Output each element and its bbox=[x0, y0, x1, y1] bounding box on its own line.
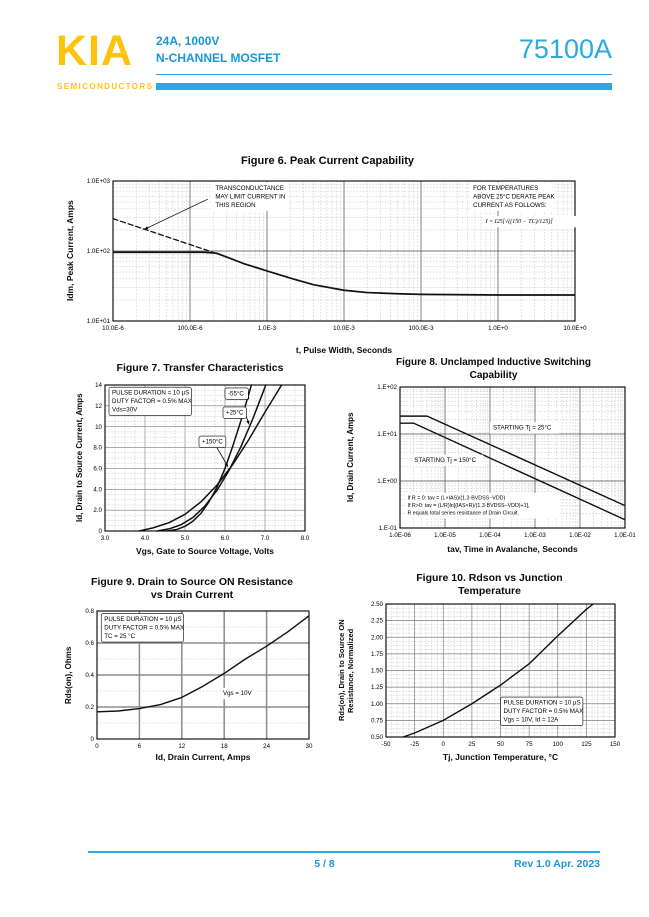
figure-6-title: Figure 6. Peak Current Capability bbox=[241, 155, 414, 167]
chart-canvas bbox=[350, 600, 635, 760]
svg-text:6: 6 bbox=[137, 743, 142, 750]
figure-6-y-axis-label: Idm, Peak Current, Amps bbox=[65, 200, 75, 302]
svg-text:1.0E-03: 1.0E-03 bbox=[524, 532, 546, 539]
chart-canvas bbox=[362, 382, 635, 560]
svg-text:FOR TEMPERATURES: FOR TEMPERATURES bbox=[473, 184, 539, 192]
svg-text:10.0E-3: 10.0E-3 bbox=[333, 325, 355, 332]
figure-10-x-axis-label: Tj, Junction Temperature, °C bbox=[442, 752, 559, 762]
svg-text:50: 50 bbox=[497, 741, 504, 748]
svg-text:24: 24 bbox=[263, 743, 271, 750]
svg-text:100.0E-3: 100.0E-3 bbox=[408, 325, 434, 332]
footer-rule bbox=[88, 851, 600, 853]
svg-text:PULSE DURATION = 10 µS: PULSE DURATION = 10 µS bbox=[503, 699, 581, 707]
svg-text:Vgs = 10V, Id = 12A: Vgs = 10V, Id = 12A bbox=[503, 716, 559, 724]
svg-text:14: 14 bbox=[95, 382, 102, 390]
svg-text:1.25: 1.25 bbox=[370, 684, 383, 692]
svg-text:4.0: 4.0 bbox=[140, 535, 150, 542]
header-rule-thin bbox=[156, 74, 612, 75]
figure-7 bbox=[75, 362, 325, 556]
svg-text:1.0E+0: 1.0E+0 bbox=[488, 325, 508, 332]
figure-7-title: Figure 7. Transfer Characteristics bbox=[116, 362, 284, 374]
svg-text:MAY LIMIT CURRENT IN: MAY LIMIT CURRENT IN bbox=[215, 193, 286, 201]
svg-text:TRANSCONDUCTANCE: TRANSCONDUCTANCE bbox=[215, 184, 284, 192]
figure-10-chart bbox=[350, 600, 635, 765]
svg-text:125: 125 bbox=[581, 741, 592, 748]
svg-text:Vgs = 10V: Vgs = 10V bbox=[222, 690, 252, 698]
svg-text:If R>0: tav = (L/R)ln[(IAS×R)/: If R>0: tav = (L/R)ln[(IAS×R)/(1.3·BVDSS−VDD)+1], bbox=[407, 502, 530, 509]
svg-text:1.0E-3: 1.0E-3 bbox=[257, 325, 277, 332]
svg-text:1.00: 1.00 bbox=[370, 700, 383, 708]
svg-text:STARTING Tj = 150°C: STARTING Tj = 150°C bbox=[414, 457, 477, 465]
svg-text:0: 0 bbox=[98, 528, 102, 536]
svg-text:100.0E-6: 100.0E-6 bbox=[177, 325, 203, 332]
page-indicator: 5 / 8 bbox=[314, 858, 335, 870]
svg-text:1.0E+03: 1.0E+03 bbox=[86, 178, 110, 186]
svg-text:-50: -50 bbox=[381, 741, 391, 748]
svg-text:1.E-01: 1.E-01 bbox=[378, 525, 397, 533]
svg-text:PULSE DURATION = 10 µS: PULSE DURATION = 10 µS bbox=[104, 615, 182, 623]
svg-text:3.0: 3.0 bbox=[100, 535, 110, 542]
svg-text:0.6: 0.6 bbox=[85, 640, 94, 648]
figure-7-y-axis-label: Id, Drain to Source Current, Amps bbox=[75, 393, 84, 523]
svg-text:12: 12 bbox=[178, 743, 186, 750]
svg-text:0.4: 0.4 bbox=[85, 672, 94, 680]
svg-text:+150°C: +150°C bbox=[202, 438, 223, 446]
figure-8 bbox=[346, 356, 635, 554]
figure-9-y-axis-label: Rds(on), Ohms bbox=[64, 646, 73, 704]
figure-7-x-axis-label: Vgs, Gate to Source Voltage, Volts bbox=[135, 546, 275, 556]
svg-text:0.8: 0.8 bbox=[85, 608, 94, 616]
svg-text:6.0: 6.0 bbox=[93, 465, 102, 473]
kia-logo: KIA bbox=[56, 27, 134, 75]
svg-text:R equals total series resistan: R equals total series resistance of Drain Circuit. bbox=[407, 510, 520, 517]
svg-text:CURRENT AS FOLLOWS:: CURRENT AS FOLLOWS: bbox=[473, 201, 547, 209]
svg-text:THIS REGION: THIS REGION bbox=[215, 201, 256, 209]
svg-text:150: 150 bbox=[609, 741, 621, 748]
figure-8-chart bbox=[362, 382, 635, 565]
svg-text:DUTY FACTOR = 0.5% MAX: DUTY FACTOR = 0.5% MAX bbox=[503, 708, 584, 715]
svg-text:-25: -25 bbox=[410, 741, 420, 748]
figure-9-x-axis-label: Id, Drain Current, Amps bbox=[155, 752, 251, 762]
svg-text:30: 30 bbox=[305, 743, 313, 750]
header-rule-thick bbox=[156, 83, 612, 90]
svg-text:2.0: 2.0 bbox=[93, 507, 102, 515]
svg-text:1.50: 1.50 bbox=[370, 667, 383, 675]
svg-text:PULSE DURATION = 10 µS: PULSE DURATION = 10 µS bbox=[112, 389, 190, 397]
svg-text:1.0E-06: 1.0E-06 bbox=[389, 532, 411, 539]
svg-text:1.0E-04: 1.0E-04 bbox=[479, 532, 501, 539]
svg-text:Vds=30V: Vds=30V bbox=[112, 406, 138, 414]
svg-text:18: 18 bbox=[220, 743, 228, 750]
figure-9-title: Figure 9. Drain to Source ON Resistance vs Drain Current bbox=[91, 576, 293, 601]
svg-text:1.0E+02: 1.0E+02 bbox=[86, 248, 110, 256]
svg-text:DUTY FACTOR = 0.5% MAX: DUTY FACTOR = 0.5% MAX bbox=[112, 398, 192, 406]
chart-canvas bbox=[70, 606, 320, 764]
svg-text:1.0E-01: 1.0E-01 bbox=[614, 532, 635, 539]
figure-10-title: Figure 10. Rdson vs Junction Temperature bbox=[416, 572, 563, 597]
svg-text:12: 12 bbox=[95, 402, 102, 410]
svg-text:0: 0 bbox=[90, 736, 94, 744]
figure-8-y-axis-label: Id, Drain Current, Amps bbox=[346, 412, 355, 503]
product-type-line: N-CHANNEL MOSFET bbox=[156, 51, 281, 65]
figure-9-chart bbox=[70, 606, 320, 769]
svg-text:4.0: 4.0 bbox=[93, 486, 102, 494]
svg-text:7.0: 7.0 bbox=[260, 535, 270, 542]
svg-text:5.0: 5.0 bbox=[180, 535, 190, 542]
kia-logo-subtext: SEMICONDUCTORS bbox=[57, 82, 154, 91]
svg-text:10: 10 bbox=[95, 423, 102, 431]
svg-text:TC = 25 °C: TC = 25 °C bbox=[104, 632, 136, 640]
figure-9 bbox=[62, 576, 322, 762]
svg-text:25: 25 bbox=[468, 741, 476, 748]
svg-text:2.50: 2.50 bbox=[370, 601, 383, 609]
figure-10 bbox=[337, 572, 637, 762]
figure-6 bbox=[40, 155, 615, 355]
revision-text: Rev 1.0 Apr. 2023 bbox=[514, 858, 600, 870]
svg-text:100: 100 bbox=[552, 741, 563, 748]
svg-text:0: 0 bbox=[95, 743, 99, 750]
svg-text:10.0E-6: 10.0E-6 bbox=[102, 325, 124, 332]
svg-text:1.75: 1.75 bbox=[370, 650, 383, 658]
svg-text:0.50: 0.50 bbox=[370, 734, 383, 742]
figure-7-chart bbox=[89, 378, 325, 565]
svg-text:If R = 0: tav = (L×IAS)/(1.3·B: If R = 0: tav = (L×IAS)/(1.3·BVDSS−VDD) bbox=[407, 495, 506, 502]
svg-text:1.E+00: 1.E+00 bbox=[377, 478, 397, 486]
svg-text:+25°C: +25°C bbox=[226, 409, 244, 417]
svg-text:I = I25[√((150 − TC)/125)]: I = I25[√((150 − TC)/125)] bbox=[485, 219, 553, 226]
svg-text:2.25: 2.25 bbox=[370, 617, 383, 625]
figure-6-chart bbox=[40, 173, 595, 363]
chart-canvas bbox=[40, 173, 595, 358]
svg-text:2.00: 2.00 bbox=[370, 634, 383, 642]
svg-text:1.0E-02: 1.0E-02 bbox=[569, 532, 591, 539]
part-number: 75100A bbox=[518, 34, 612, 64]
svg-text:8.0: 8.0 bbox=[93, 444, 102, 452]
figure-10-y-axis-label: Rds(on), Drain to Source ON Resistance, Normalized bbox=[337, 619, 355, 722]
product-rating-line: 24A, 1000V bbox=[156, 34, 220, 48]
svg-text:75: 75 bbox=[525, 741, 533, 748]
svg-text:0: 0 bbox=[441, 741, 445, 748]
figure-8-title: Figure 8. Unclamped Inductive Switching Capability bbox=[395, 357, 592, 381]
svg-text:0.75: 0.75 bbox=[370, 717, 383, 725]
svg-text:0.2: 0.2 bbox=[85, 704, 94, 712]
svg-text:-55°C: -55°C bbox=[228, 390, 244, 398]
svg-text:6.0: 6.0 bbox=[220, 535, 230, 542]
svg-text:DUTY FACTOR = 0.5% MAX: DUTY FACTOR = 0.5% MAX bbox=[104, 624, 184, 632]
svg-text:1.E+01: 1.E+01 bbox=[377, 431, 397, 439]
figure-8-x-axis-label: tav, Time in Avalanche, Seconds bbox=[447, 544, 578, 554]
svg-text:8.0: 8.0 bbox=[300, 535, 310, 542]
svg-text:1.0E-05: 1.0E-05 bbox=[434, 532, 456, 539]
svg-text:1.E+02: 1.E+02 bbox=[377, 384, 397, 392]
svg-text:10.0E+0: 10.0E+0 bbox=[563, 325, 587, 332]
figure-6-x-axis-label: t, Pulse Width, Seconds bbox=[295, 345, 393, 355]
svg-text:STARTING Tj = 25°C: STARTING Tj = 25°C bbox=[493, 424, 552, 432]
svg-text:1.0E+01: 1.0E+01 bbox=[86, 318, 110, 326]
chart-canvas bbox=[89, 378, 325, 560]
svg-text:ABOVE 25°C DERATE PEAK: ABOVE 25°C DERATE PEAK bbox=[473, 193, 555, 201]
